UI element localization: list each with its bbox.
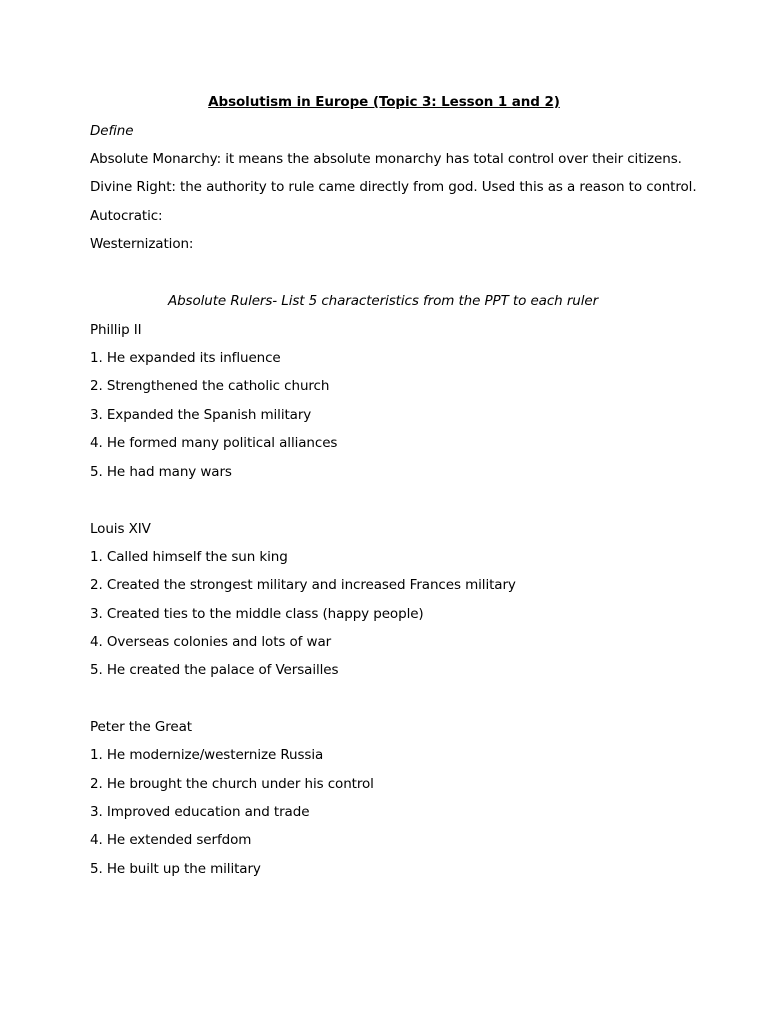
list-item: 4. He extended serfdom	[90, 832, 252, 848]
list-item: 3. Improved education and trade	[90, 804, 310, 820]
list-item: 3. Created ties to the middle class (happy people)	[90, 606, 424, 622]
document-title: Absolutism in Europe (Topic 3: Lesson 1 and 2)	[208, 94, 560, 110]
list-item: 4. Overseas colonies and lots of war	[90, 634, 332, 650]
definition-westernization: Westernization:	[90, 236, 194, 252]
list-item: 2. Created the strongest military and increased Frances military	[90, 577, 516, 593]
list-item: 5. He had many wars	[90, 464, 232, 480]
rulers-heading: Absolute Rulers- List 5 characteristics from the PPT to each ruler	[167, 293, 599, 309]
list-item: 3. Expanded the Spanish military	[90, 407, 312, 423]
list-item: 4. He formed many political alliances	[90, 435, 338, 451]
list-item: 5. He created the palace of Versailles	[90, 662, 339, 678]
definition-absolute-monarchy: Absolute Monarchy: it means the absolute monarchy has total control over their citizens.	[90, 151, 682, 167]
list-item: 1. He modernize/westernize Russia	[90, 747, 324, 763]
list-item: 1. He expanded its influence	[90, 350, 281, 366]
list-item: 2. He brought the church under his control	[90, 776, 374, 792]
ruler-name-louis: Louis XIV	[90, 521, 151, 537]
list-item: 1. Called himself the sun king	[90, 549, 288, 565]
list-item: 2. Strengthened the catholic church	[90, 378, 330, 394]
definition-divine-right: Divine Right: the authority to rule came directly from god. Used this as a reason to control.	[90, 179, 697, 195]
ruler-name-phillip: Phillip II	[90, 322, 142, 338]
list-item: 5. He built up the military	[90, 861, 261, 877]
definition-autocratic: Autocratic:	[90, 208, 163, 224]
define-heading: Define	[90, 123, 134, 139]
ruler-name-peter: Peter the Great	[90, 719, 192, 735]
